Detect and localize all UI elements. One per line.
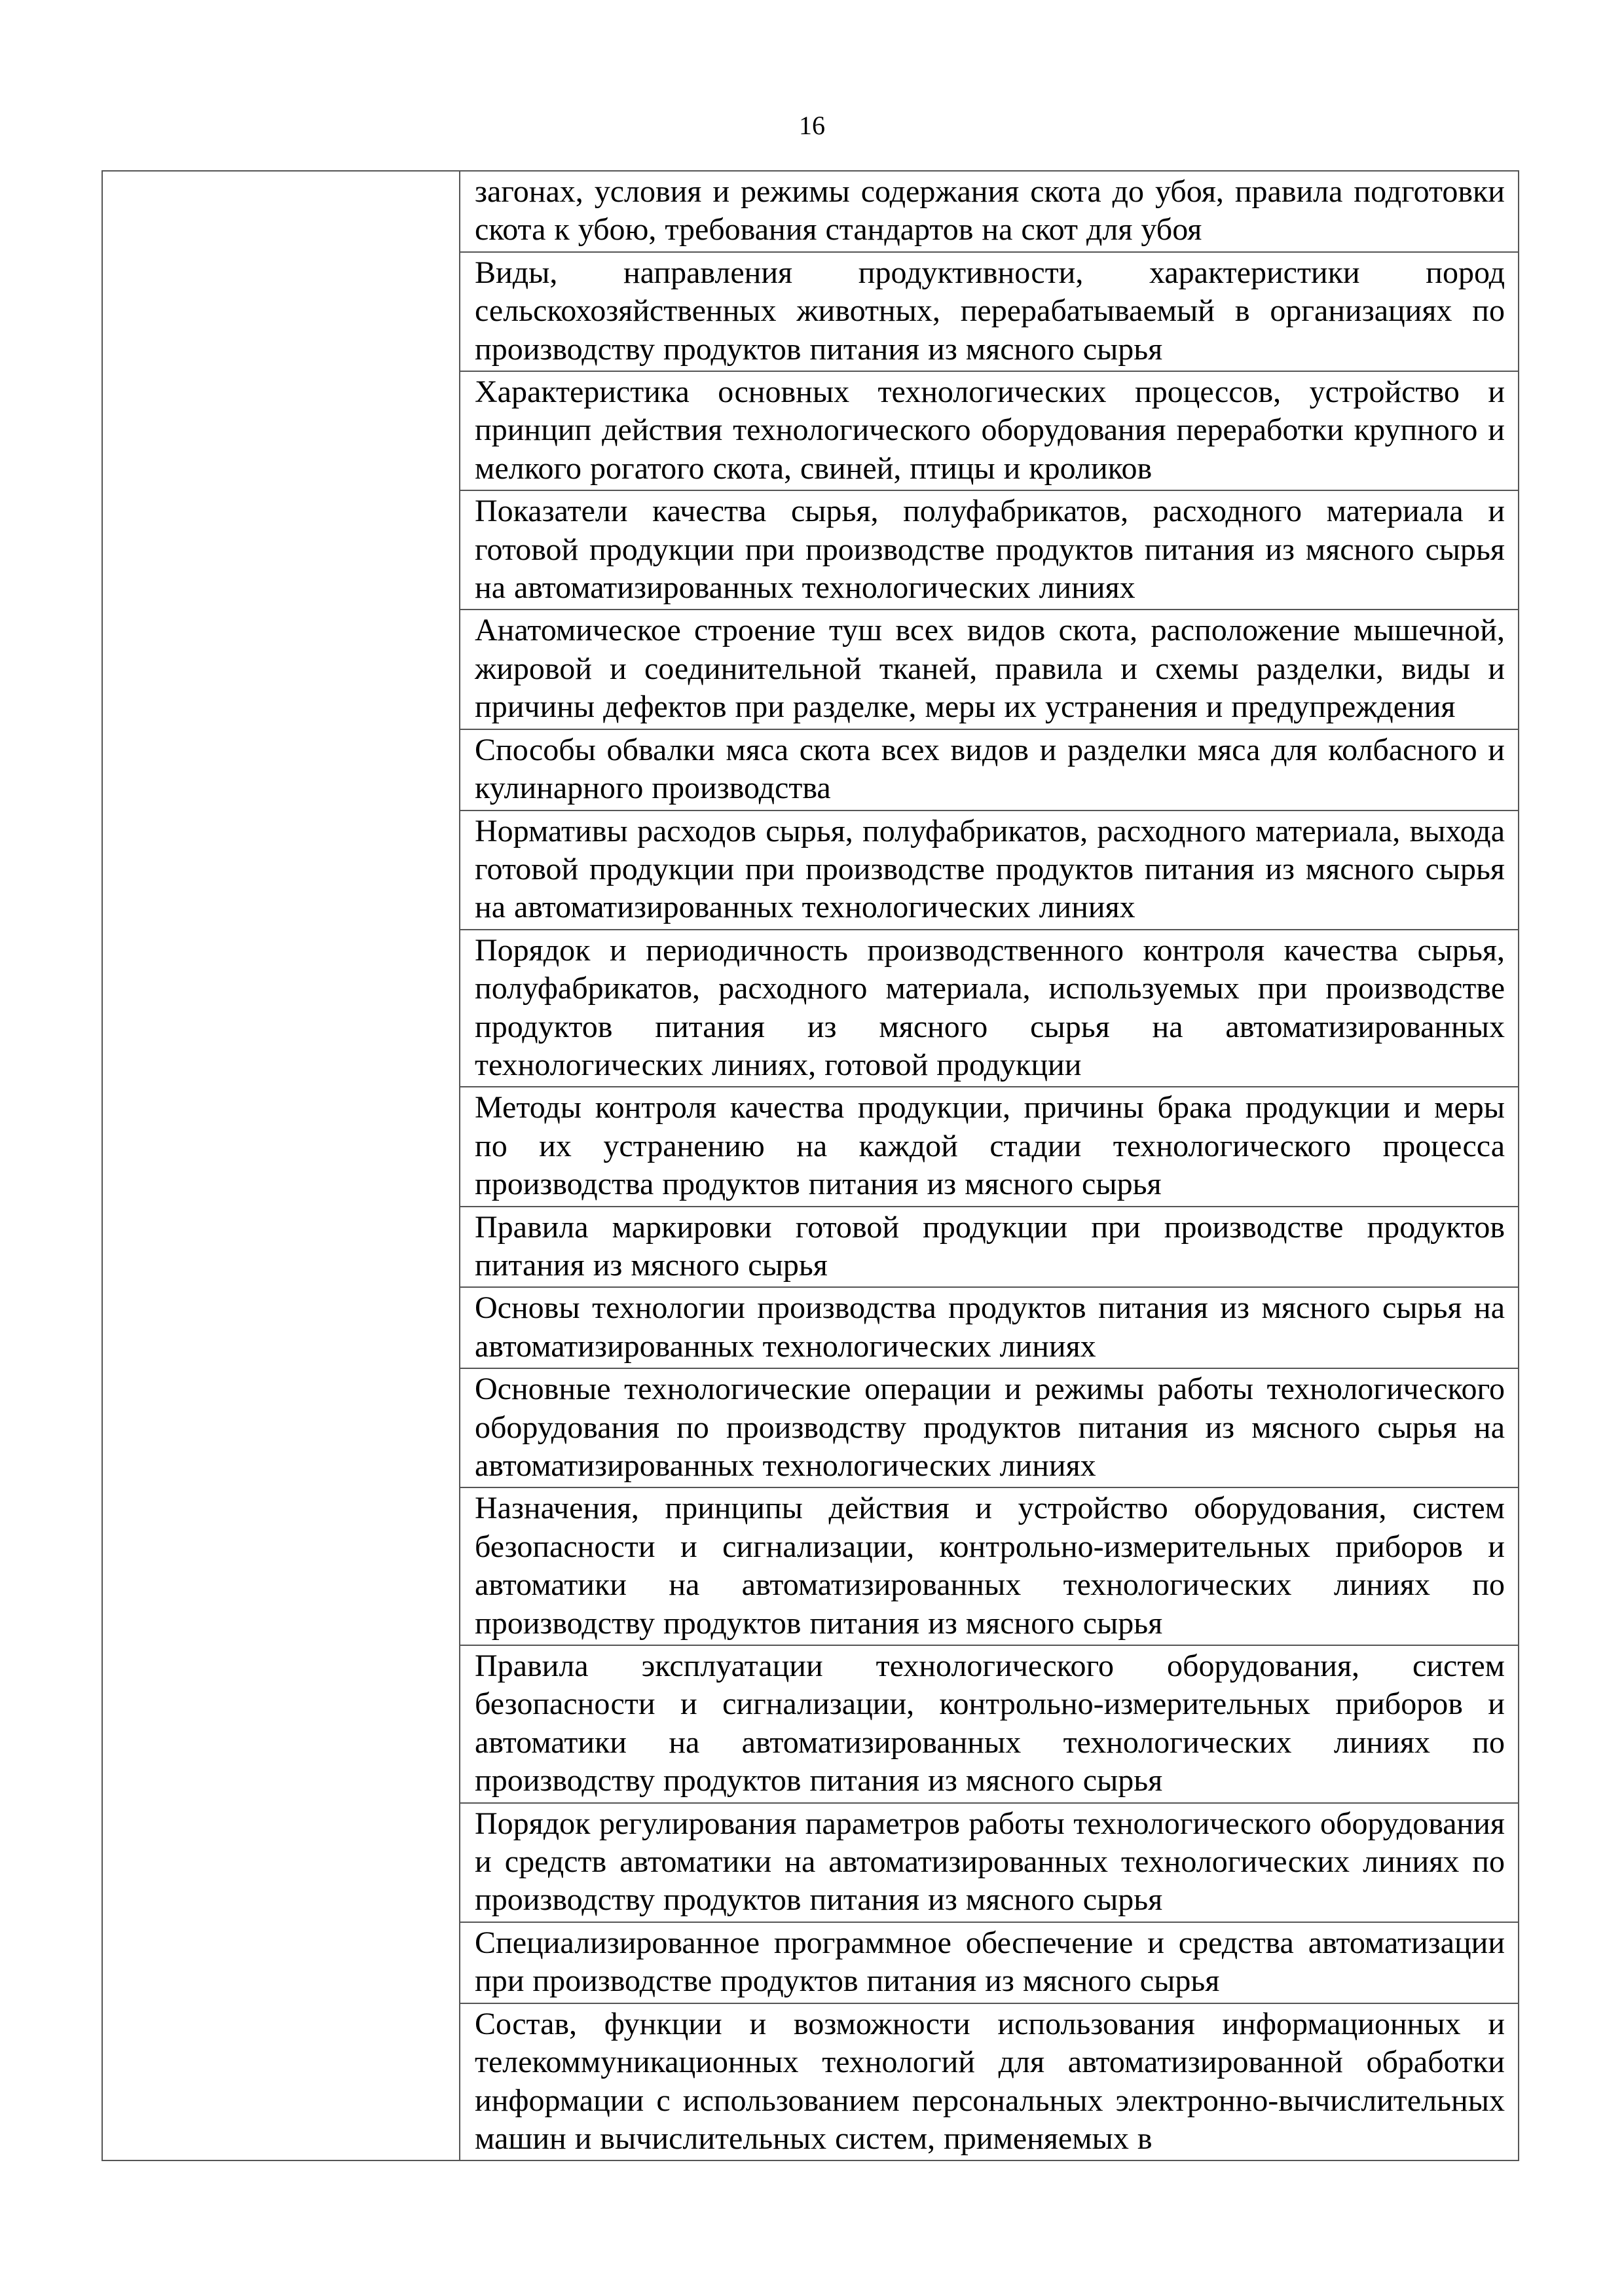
row-text: Основные технологические операции и режимы работы технологического оборудования по производству продуктов питания из мясного сырья на автоматизированных технологических линиях bbox=[475, 1372, 1505, 1483]
table-cell bbox=[460, 371, 1519, 490]
row-text: Порядок регулирования параметров работы технологического оборудования и средств автоматики на автоматизированных технологических линиях по производству продуктов питания из мясного сырья bbox=[475, 1806, 1505, 1918]
table-cell bbox=[460, 1287, 1519, 1368]
row-text: Показатели качества сырья, полуфабрикатов, расходного материала и готовой продукции при производстве продуктов питания из мясного сырья на автоматизированных технологических линиях bbox=[475, 494, 1505, 606]
row-text: Основы технологии производства продуктов питания из мясного сырья на автоматизированных технологических линиях bbox=[475, 1290, 1505, 1364]
row-text: Анатомическое строение туш всех видов скота, расположение мышечной, жировой и соединительной тканей, правила и схемы разделки, виды и причины дефектов при разделке, меры их устранения и предупреждения bbox=[475, 613, 1505, 725]
row-text: Состав, функции и возможности использования информационных и телекоммуникационных технологий для автоматизированной обработки информации с использованием персональных электронно-вычислительных машин и вычислительных систем, применяемых в bbox=[475, 2006, 1505, 2156]
table-cell bbox=[460, 729, 1519, 811]
table-cell bbox=[460, 1087, 1519, 1206]
row-text: Правила маркировки готовой продукции при производстве продуктов питания из мясного сырья bbox=[475, 1209, 1505, 1283]
row-text: Специализированное программное обеспечение и средства автоматизации при производстве продуктов питания из мясного сырья bbox=[475, 1925, 1505, 1999]
row-text: Виды, направления продуктивности, характеристики пород сельскохозяйственных животных, перерабатываемый в организациях по производству продуктов питания из мясного сырья bbox=[475, 255, 1505, 367]
row-text: Нормативы расходов сырья, полуфабрикатов, расходного материала, выхода готовой продукции при производстве продуктов питания из мясного сырья на автоматизированных технологических линиях bbox=[475, 813, 1505, 925]
table-cell bbox=[460, 610, 1519, 729]
table-label-cell bbox=[102, 171, 460, 2160]
row-text: Характеристика основных технологических процессов, устройство и принцип действия технологического оборудования переработки крупного и мелкого рогатого скота, свиней, птицы и кроликов bbox=[475, 374, 1505, 486]
knowledge-table bbox=[101, 170, 1519, 2161]
page-number: 16 bbox=[799, 111, 825, 140]
table-cell bbox=[460, 930, 1519, 1087]
row-text: загонах, условия и режимы содержания скота до убоя, правила подготовки скота к убою, требования стандартов на скот для убоя bbox=[475, 174, 1505, 247]
table-cell bbox=[460, 2003, 1519, 2161]
table-cell bbox=[460, 811, 1519, 930]
table-cell bbox=[460, 1207, 1519, 1288]
table-cell bbox=[460, 490, 1519, 610]
table-cell bbox=[460, 252, 1519, 371]
table-cell bbox=[460, 1645, 1519, 1803]
row-text: Правила эксплуатации технологического оборудования, систем безопасности и сигнализации, контрольно-измерительных приборов и автоматики на автоматизированных технологических линиях по производству продуктов питания из мясного сырья bbox=[475, 1649, 1505, 1798]
table-cell bbox=[460, 1922, 1519, 2003]
row-text: Порядок и периодичность производственного контроля качества сырья, полуфабрикатов, расходного материала, используемых при производстве продуктов питания из мясного сырья на автоматизированных технологических линиях, готовой продукции bbox=[475, 932, 1505, 1082]
row-text: Назначения, принципы действия и устройство оборудования, систем безопасности и сигнализации, контрольно-измерительных приборов и автоматики на автоматизированных технологических линиях по производству продуктов питания из мясного сырья bbox=[475, 1491, 1505, 1641]
table-row bbox=[102, 171, 1519, 252]
table-cell bbox=[460, 171, 1519, 252]
table-cell bbox=[460, 1487, 1519, 1645]
table-cell bbox=[460, 1803, 1519, 1922]
row-text: Методы контроля качества продукции, причины брака продукции и меры по их устранению на каждой стадии технологического процесса производства продуктов питания из мясного сырья bbox=[475, 1090, 1505, 1202]
row-text: Способы обвалки мяса скота всех видов и разделки мяса для колбасного и кулинарного производства bbox=[475, 732, 1505, 806]
table-cell bbox=[460, 1368, 1519, 1487]
